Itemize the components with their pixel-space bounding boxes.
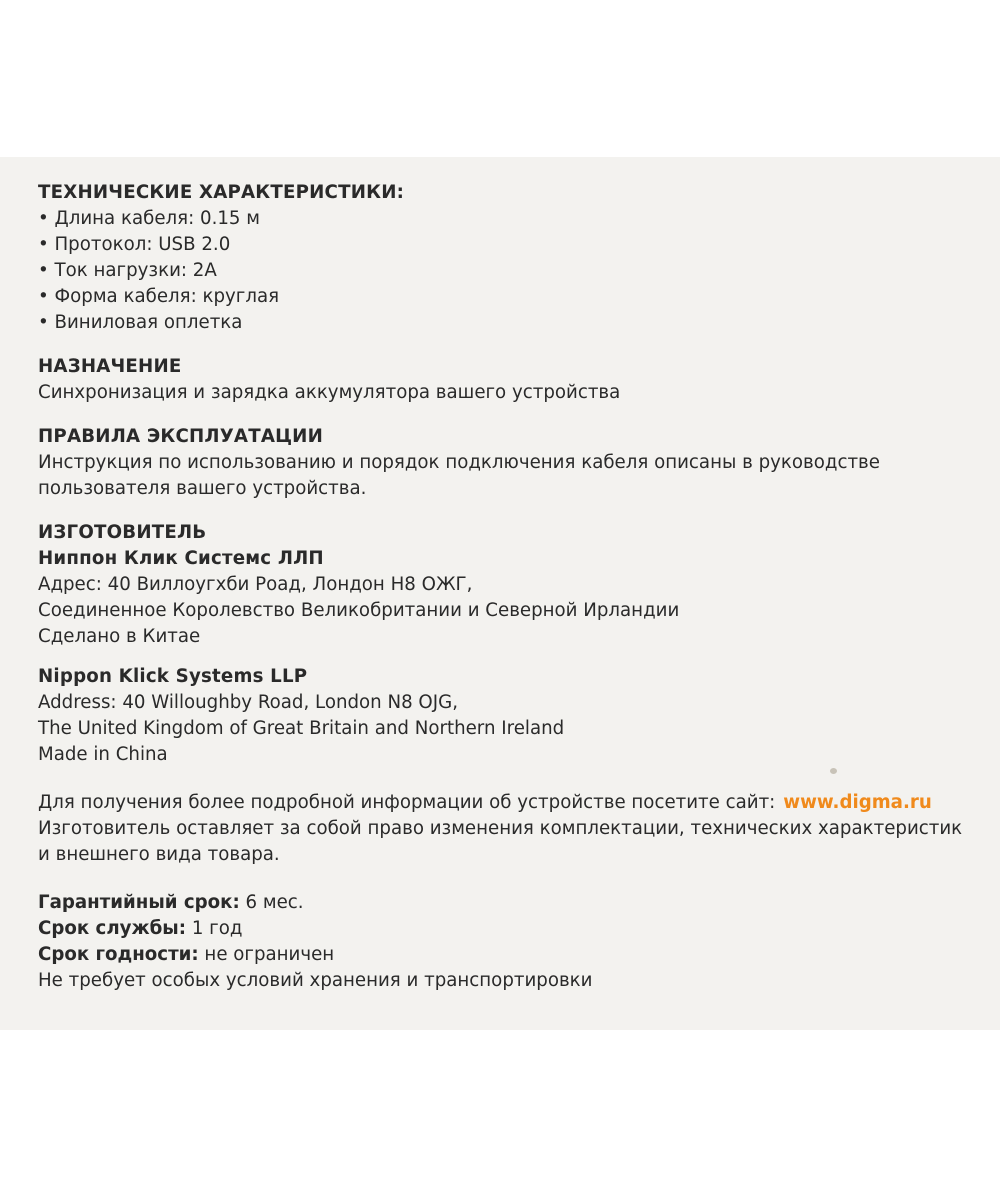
info-text: Для получения более подробной информации об устройстве посетите сайт: [38, 792, 776, 813]
service-life-value: 1 год [191, 918, 243, 939]
spec-item: • Форма кабеля: круглая [38, 286, 280, 307]
specs-heading: ТЕХНИЧЕСКИЕ ХАРАКТЕРИСТИКИ: [38, 182, 405, 203]
rules-section [38, 424, 968, 502]
manufacturer-country-en: The United Kingdom of Great Britain and Northern Ireland [38, 718, 565, 739]
shelf-life-label: Срок годности: [38, 944, 199, 965]
purpose-section [38, 354, 968, 406]
warranty-label: Гарантийный срок: [38, 892, 240, 913]
manufacturer-country-ru: Соединенное Королевство Великобритании и Северной Ирландии [38, 600, 680, 621]
service-life-line [38, 916, 968, 942]
warranty-section [38, 890, 968, 994]
service-life-label: Срок службы: [38, 918, 187, 939]
specs-section [38, 180, 968, 336]
manufacturer-heading: ИЗГОТОВИТЕЛЬ [38, 522, 207, 543]
info-line [38, 790, 968, 816]
rights-line: Изготовитель оставляет за собой право изменения комплектации, технических характеристик [38, 818, 963, 839]
rights-line: и внешнего вида товара. [38, 844, 280, 865]
manufacturer-address-en: Address: 40 Willoughby Road, London N8 OJG, [38, 692, 458, 713]
info-section [38, 790, 968, 868]
manufacturer-address-ru: Адрес: 40 Виллоугхби Роад, Лондон Н8 ОЖГ, [38, 574, 473, 595]
storage-note: Не требует особых условий хранения и транспортировки [38, 970, 593, 991]
manufacturer-made-en: Made in China [38, 744, 168, 765]
purpose-text: Синхронизация и зарядка аккумулятора вашего устройства [38, 382, 621, 403]
spec-item: • Протокол: USB 2.0 [38, 234, 231, 255]
label-content [38, 180, 968, 994]
spec-item: • Длина кабеля: 0.15 м [38, 208, 260, 229]
manufacturer-name-en: Nippon Klick Systems LLP [38, 666, 308, 687]
warranty-line [38, 890, 968, 916]
spec-item: • Ток нагрузки: 2А [38, 260, 217, 281]
spec-item: • Виниловая оплетка [38, 312, 243, 333]
website-link[interactable]: www.digma.ru [783, 792, 932, 813]
manufacturer-section [38, 520, 968, 768]
rules-heading: ПРАВИЛА ЭКСПЛУАТАЦИИ [38, 426, 324, 447]
rules-text-line: пользователя вашего устройства. [38, 478, 367, 499]
manufacturer-made-ru: Сделано в Китае [38, 626, 201, 647]
shelf-life-line [38, 942, 968, 968]
purpose-heading: НАЗНАЧЕНИЕ [38, 356, 182, 377]
warranty-value: 6 мес. [245, 892, 304, 913]
shelf-life-value: не ограничен [204, 944, 335, 965]
rules-text-line: Инструкция по использованию и порядок подключения кабеля описаны в руководстве [38, 452, 880, 473]
manufacturer-name-ru: Ниппон Клик Системс ЛЛП [38, 548, 324, 569]
